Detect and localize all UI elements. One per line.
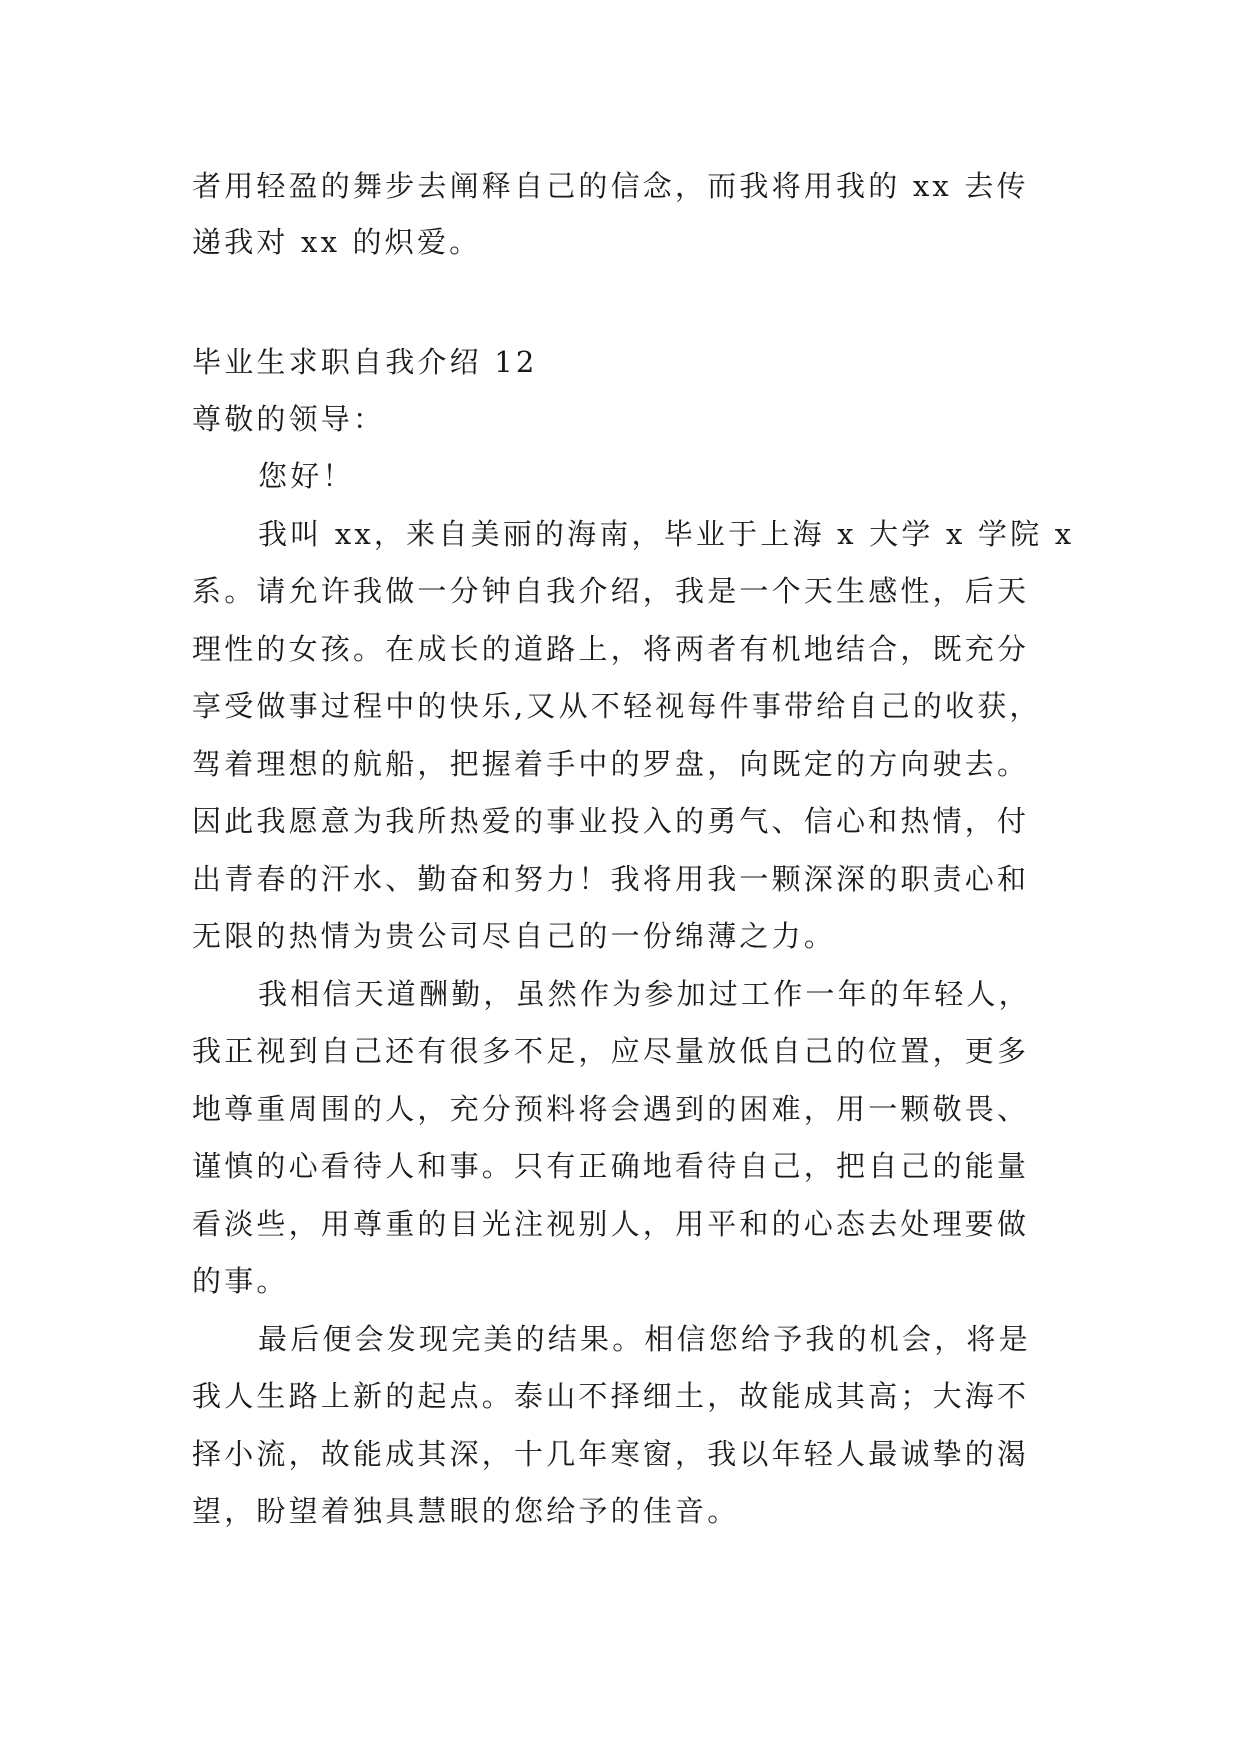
body-text-line: 享受做事过程中的快乐,又从不轻视每件事带给自己的收获， [192, 689, 1042, 723]
body-text-line: 者用轻盈的舞步去阐释自己的信念，而我将用我的 xx 去传 [192, 169, 1029, 203]
body-text-line: 我人生路上新的起点。泰山不择细土，故能成其高；大海不 [192, 1379, 1030, 1413]
salutation: 尊敬的领导： [192, 402, 386, 436]
body-text-line: 我相信天道酬勤，虽然作为参加过工作一年的年轻人， [258, 977, 1031, 1011]
body-text-line: 无限的热情为贵公司尽自己的一份绵薄之力。 [192, 919, 837, 953]
body-text-line: 看淡些，用尊重的目光注视别人，用平和的心态去处理要做 [192, 1207, 1030, 1241]
body-text-line: 因此我愿意为我所热爱的事业投入的勇气、信心和热情，付 [192, 804, 1030, 838]
greeting: 您好！ [258, 459, 355, 493]
body-text-line: 我正视到自己还有很多不足，应尽量放低自己的位置，更多 [192, 1034, 1030, 1068]
body-text-line: 最后便会发现完美的结果。相信您给予我的机会，将是 [258, 1322, 1031, 1356]
body-text-line: 驾着理想的航船，把握着手中的罗盘，向既定的方向驶去。 [192, 747, 1030, 781]
body-text-line: 系。请允许我做一分钟自我介绍，我是一个天生感性，后天 [192, 574, 1030, 608]
body-text-line: 我叫 xx，来自美丽的海南，毕业于上海 x 大学 x 学院 x [258, 517, 1075, 551]
body-text-line: 的事。 [192, 1264, 289, 1298]
body-text-line: 谨慎的心看待人和事。只有正确地看待自己，把自己的能量 [192, 1149, 1030, 1183]
body-text-line: 出青春的汗水、勤奋和努力！我将用我一颗深深的职责心和 [192, 862, 1030, 896]
body-text-line: 理性的女孩。在成长的道路上，将两者有机地结合，既充分 [192, 632, 1030, 666]
body-text-line: 递我对 xx 的炽爱。 [192, 225, 482, 259]
body-text-line: 择小流，故能成其深，十几年寒窗，我以年轻人最诚挚的渴 [192, 1437, 1030, 1471]
body-text-line: 望，盼望着独具慧眼的您给予的佳音。 [192, 1494, 740, 1528]
section-title: 毕业生求职自我介绍 12 [192, 345, 538, 379]
body-text-line: 地尊重周围的人，充分预料将会遇到的困难，用一颗敬畏、 [192, 1092, 1030, 1126]
